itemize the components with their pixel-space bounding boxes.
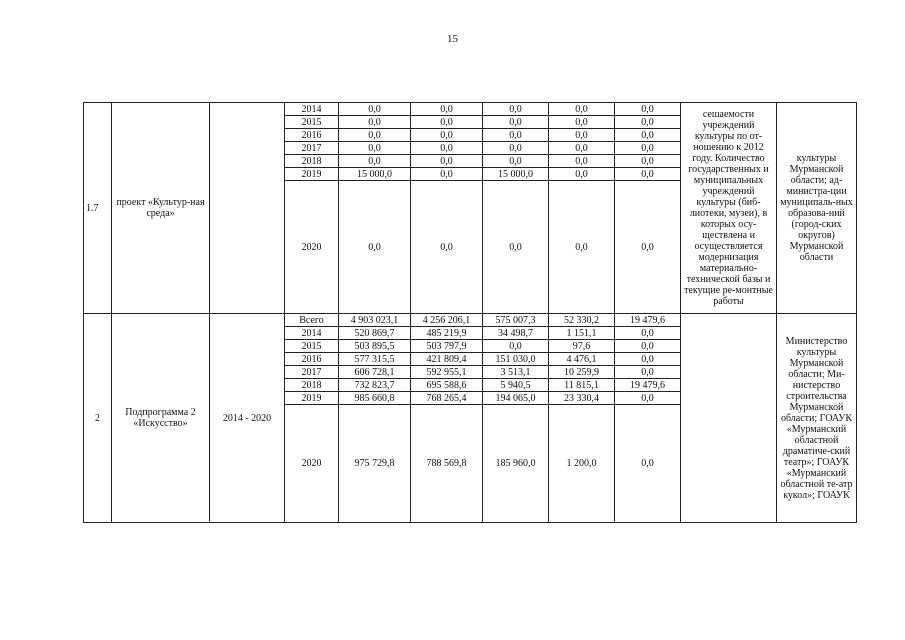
regional-cell: 0,0 — [411, 155, 483, 168]
federal-cell: 0,0 — [483, 129, 549, 142]
extra-cell: 0,0 — [615, 405, 681, 523]
regional-cell: 0,0 — [411, 116, 483, 129]
local-cell: 1 151,1 — [549, 327, 615, 340]
year-cell: 2016 — [285, 353, 339, 366]
regional-cell: 4 256 206,1 — [411, 314, 483, 327]
regional-cell: 768 265,4 — [411, 392, 483, 405]
local-cell: 0,0 — [549, 181, 615, 314]
total-cell: 15 000,0 — [339, 168, 411, 181]
year-cell: 2018 — [285, 379, 339, 392]
extra-cell: 0,0 — [615, 129, 681, 142]
budget-table — [83, 102, 857, 523]
local-cell: 1 200,0 — [549, 405, 615, 523]
federal-cell: 0,0 — [483, 340, 549, 353]
extra-cell: 0,0 — [615, 103, 681, 116]
row-code: 2 — [84, 314, 112, 523]
extra-cell: 0,0 — [615, 181, 681, 314]
federal-cell: 3 513,1 — [483, 366, 549, 379]
regional-cell: 503 797,9 — [411, 340, 483, 353]
local-cell: 0,0 — [549, 142, 615, 155]
extra-cell: 19 479,6 — [615, 314, 681, 327]
row-period — [210, 103, 285, 314]
regional-cell: 0,0 — [411, 129, 483, 142]
year-cell: 2020 — [285, 405, 339, 523]
year-cell: 2019 — [285, 392, 339, 405]
total-cell: 0,0 — [339, 129, 411, 142]
regional-cell: 0,0 — [411, 142, 483, 155]
local-cell: 97,6 — [549, 340, 615, 353]
total-cell: 606 728,1 — [339, 366, 411, 379]
year-cell: 2014 — [285, 327, 339, 340]
extra-cell: 0,0 — [615, 340, 681, 353]
row-period: 2014 - 2020 — [210, 314, 285, 523]
year-cell: 2020 — [285, 181, 339, 314]
local-cell: 0,0 — [549, 155, 615, 168]
local-cell: 0,0 — [549, 103, 615, 116]
extra-cell: 19 479,6 — [615, 379, 681, 392]
federal-cell: 15 000,0 — [483, 168, 549, 181]
regional-cell: 592 955,1 — [411, 366, 483, 379]
extra-cell: 0,0 — [615, 168, 681, 181]
federal-cell: 185 960,0 — [483, 405, 549, 523]
regional-cell: 0,0 — [411, 181, 483, 314]
year-cell: 2015 — [285, 116, 339, 129]
year-cell: 2016 — [285, 129, 339, 142]
total-cell: 0,0 — [339, 103, 411, 116]
federal-cell: 194 065,0 — [483, 392, 549, 405]
local-cell: 0,0 — [549, 129, 615, 142]
year-cell: 2019 — [285, 168, 339, 181]
year-cell: 2014 — [285, 103, 339, 116]
total-cell: 4 903 023,1 — [339, 314, 411, 327]
year-cell: 2017 — [285, 142, 339, 155]
total-cell: 985 660,8 — [339, 392, 411, 405]
local-cell: 10 259,9 — [549, 366, 615, 379]
year-cell: 2017 — [285, 366, 339, 379]
year-cell: 2018 — [285, 155, 339, 168]
regional-cell: 788 569,8 — [411, 405, 483, 523]
total-cell: 503 895,5 — [339, 340, 411, 353]
total-cell: 0,0 — [339, 181, 411, 314]
regional-cell: 485 219,9 — [411, 327, 483, 340]
federal-cell: 0,0 — [483, 181, 549, 314]
total-cell: 732 823,7 — [339, 379, 411, 392]
year-cell: 2015 — [285, 340, 339, 353]
extra-cell: 0,0 — [615, 116, 681, 129]
total-cell: 975 729,8 — [339, 405, 411, 523]
extra-cell: 0,0 — [615, 353, 681, 366]
indicator-text — [681, 314, 777, 523]
regional-cell: 421 809,4 — [411, 353, 483, 366]
total-cell: 0,0 — [339, 155, 411, 168]
local-cell: 4 476,1 — [549, 353, 615, 366]
extra-cell: 0,0 — [615, 366, 681, 379]
table-row — [84, 103, 857, 116]
extra-cell: 0,0 — [615, 155, 681, 168]
federal-cell: 34 498,7 — [483, 327, 549, 340]
federal-cell: 5 940,5 — [483, 379, 549, 392]
local-cell: 23 330,4 — [549, 392, 615, 405]
total-cell: 0,0 — [339, 142, 411, 155]
federal-cell: 575 007,3 — [483, 314, 549, 327]
table-row — [84, 314, 857, 327]
federal-cell: 151 030,0 — [483, 353, 549, 366]
responsible-text: культуры Мурманской области; ад-министра-ции муниципаль-ных образова-ний (город-ских округов) Мурманской области — [777, 103, 857, 314]
regional-cell: 0,0 — [411, 103, 483, 116]
page-number: 15 — [447, 33, 458, 45]
total-cell: 0,0 — [339, 116, 411, 129]
regional-cell: 0,0 — [411, 168, 483, 181]
extra-cell: 0,0 — [615, 327, 681, 340]
regional-cell: 695 588,6 — [411, 379, 483, 392]
federal-cell: 0,0 — [483, 116, 549, 129]
row-name: Подпрограмма 2 «Искусство» — [112, 314, 210, 523]
indicator-text: сешаемости учреждений культуры по от-ношению к 2012 году. Количество государственных и муниципальных учреждений культуры (биб-лиотеки, музеи), в которых осу-ществлена и осуществляется модернизация материально-технической базы и текущие ре-монтные работы — [681, 103, 777, 314]
federal-cell: 0,0 — [483, 155, 549, 168]
total-cell: 577 315,5 — [339, 353, 411, 366]
year-cell: Всего — [285, 314, 339, 327]
local-cell: 0,0 — [549, 116, 615, 129]
federal-cell: 0,0 — [483, 142, 549, 155]
row-name: проект «Культур-ная среда» — [112, 103, 210, 314]
federal-cell: 0,0 — [483, 103, 549, 116]
responsible-text: Министерство культуры Мурманской области; Ми-нистерство строительства Мурманской области; ГОАУК «Мурманский областной драматиче-ский театр»; ГОАУК «Мурманский областной те-атр кукол»; ГОАУК — [777, 314, 857, 523]
row-code: 1.7 — [84, 103, 112, 314]
local-cell: 52 330,2 — [549, 314, 615, 327]
local-cell: 0,0 — [549, 168, 615, 181]
local-cell: 11 815,1 — [549, 379, 615, 392]
extra-cell: 0,0 — [615, 142, 681, 155]
extra-cell: 0,0 — [615, 392, 681, 405]
total-cell: 520 869,7 — [339, 327, 411, 340]
